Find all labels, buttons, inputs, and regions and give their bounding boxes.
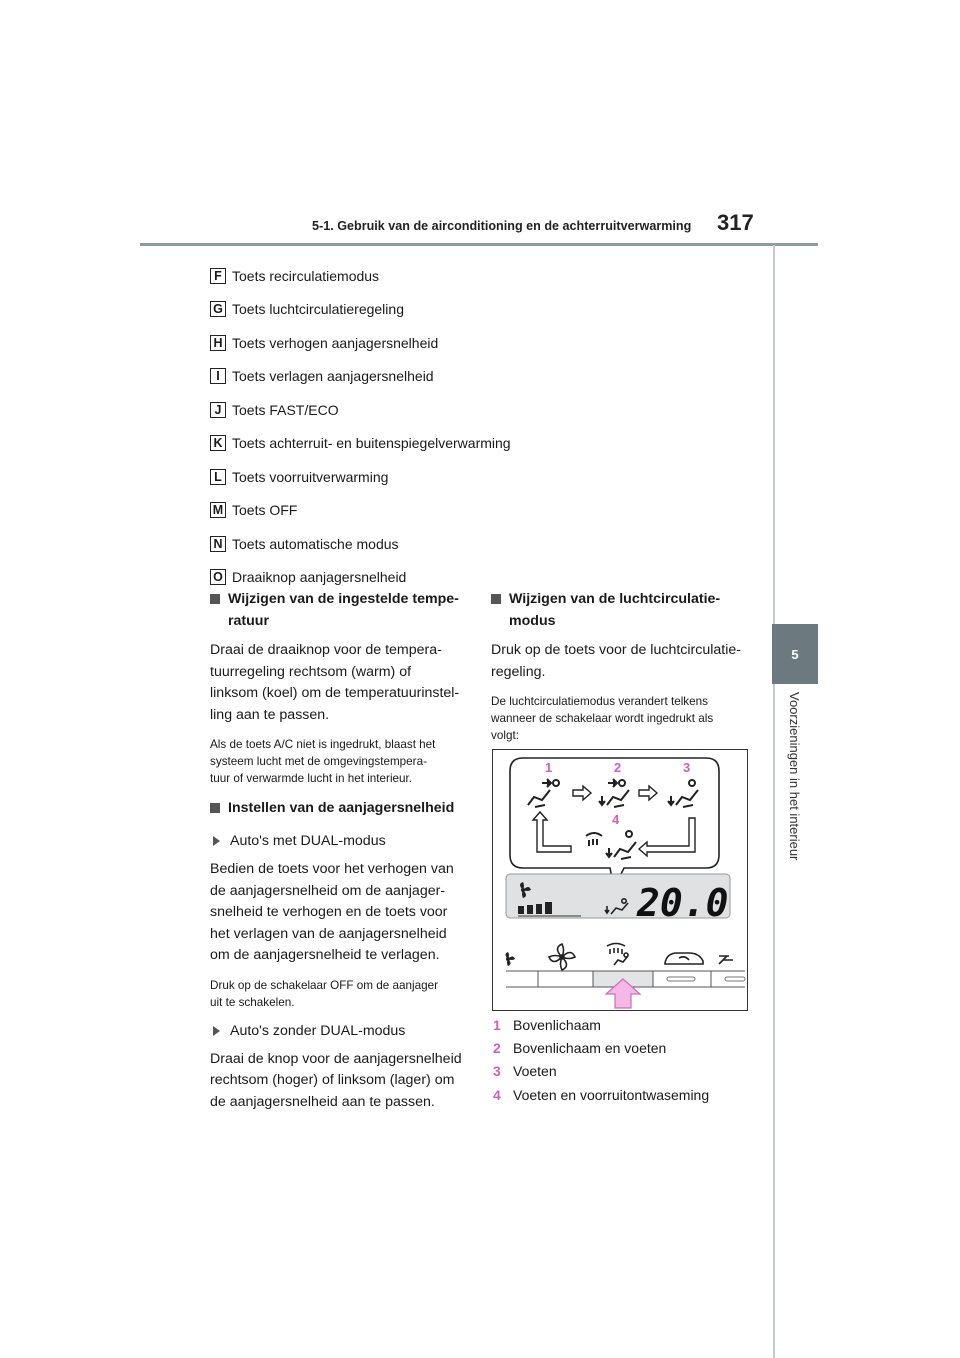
section-marker-icon — [491, 594, 501, 604]
legend-item — [493, 1083, 709, 1106]
key-label: Toets luchtcirculatieregeling — [232, 301, 404, 318]
off-note: Druk op de schakelaar OFF om de aanjager uit te schakelen. — [210, 978, 439, 1009]
chapter-title: Voorzieningen in het interieur — [787, 692, 803, 861]
legend-item — [493, 1060, 709, 1083]
key-label: Toets achterruit- en buitenspiegelverwarming — [232, 435, 511, 452]
bullet-label: Auto's zonder DUAL-modus — [230, 1022, 406, 1039]
legend-label: Voeten — [513, 1063, 557, 1080]
airflow-mode-figure — [492, 749, 748, 1011]
section-title: 5-1. Gebruik van de airconditioning en de achterruitverwarming — [312, 219, 692, 233]
right-column — [491, 588, 753, 754]
bullet-label: Auto's met DUAL-modus — [230, 833, 386, 849]
heading-line: Wijzigen van de luchtcirculatie- — [509, 591, 721, 607]
bullet-triangle-icon — [213, 1026, 220, 1036]
legend-item — [493, 1036, 709, 1059]
key-item — [210, 259, 511, 293]
legend-number: 3 — [493, 1063, 501, 1080]
legend-number: 4 — [493, 1086, 501, 1103]
legend-number: 2 — [493, 1039, 501, 1056]
key-item — [210, 427, 511, 461]
key-label: Toets FAST/ECO — [232, 401, 339, 418]
bullet-triangle-icon — [213, 836, 220, 846]
key-letter-badge: N — [210, 536, 226, 552]
left-column — [210, 588, 472, 1123]
key-item — [210, 360, 511, 394]
heading-line: ratuur — [228, 613, 269, 629]
key-label: Toets verlagen aanjagersnelheid — [232, 368, 434, 385]
mode-label-4: 4 — [612, 812, 620, 827]
key-letter-badge: F — [210, 268, 226, 284]
legend-item — [493, 1013, 709, 1036]
key-label: Toets OFF — [232, 502, 298, 519]
mode-legend — [493, 1013, 709, 1106]
header-divider — [140, 243, 818, 246]
section-marker-icon — [210, 594, 220, 604]
circulation-heading — [491, 588, 753, 632]
key-label: Draaiknop aanjagersnelheid — [232, 569, 407, 586]
key-letter-badge: I — [210, 368, 226, 384]
button-indicator — [667, 977, 695, 981]
mode-label-3: 3 — [683, 760, 691, 775]
key-item — [210, 527, 511, 561]
key-letter-badge: H — [210, 335, 226, 351]
legend-label: Bovenlichaam — [513, 1016, 601, 1033]
fan-icon — [506, 952, 516, 966]
key-label: Toets voorruitverwarming — [232, 468, 389, 485]
outside-air-icon — [719, 956, 733, 964]
key-label: Toets automatische modus — [232, 535, 399, 552]
key-item — [210, 494, 511, 528]
key-label: Toets verhogen aanjagersnelheid — [232, 334, 439, 351]
key-letter-badge: G — [210, 301, 226, 317]
recirculation-icon — [665, 953, 703, 964]
section-marker-icon — [210, 803, 220, 813]
key-letter-badge: K — [210, 435, 226, 451]
heading-line: Wijzigen van de ingestelde tempe- — [228, 591, 459, 607]
key-label: Toets recirculatiemodus — [232, 267, 380, 284]
temperature-heading — [210, 588, 472, 632]
climate-panel-illustration — [493, 750, 747, 1010]
fan-icon — [549, 944, 575, 970]
rear-defog-icon — [607, 944, 628, 966]
heading-line: modus — [509, 613, 556, 629]
no-dual-mode-bullet — [210, 1021, 472, 1041]
key-list — [210, 259, 511, 594]
no-dual-mode-body: Draai de knop voor de aanjagersnelheid rechtsom (hoger) of linksom (lager) om de aanjagersnelheid aan te passen. — [210, 1050, 462, 1110]
key-item — [210, 460, 511, 494]
key-item — [210, 393, 511, 427]
key-letter-badge: O — [210, 569, 226, 585]
circulation-body: Druk op de toets voor de luchtcirculatie- regeling. — [491, 642, 741, 680]
temperature-body: Draai de draaiknop voor de tempera- tuurregeling rechtsom (warm) of linksom (koel) om de temperatuurinstel- ling aan te passen. — [210, 642, 460, 723]
temperature-readout: 20.0 — [637, 881, 729, 925]
key-item — [210, 326, 511, 360]
dual-mode-body: Bedien de toets voor het verhogen van de aanjagersnelheid om de aanjager- snelheid te verhogen en de toets voor het verlagen van de aanjagersnelheid om de aanjagersnelheid te verlagen. — [210, 861, 454, 963]
mode-label-2: 2 — [614, 760, 622, 775]
chapter-tab: 5 — [772, 624, 818, 684]
dual-mode-bullet — [210, 831, 472, 851]
key-letter-badge: J — [210, 402, 226, 418]
key-letter-badge: L — [210, 469, 226, 485]
circulation-note: De luchtcirculatiemodus verandert telkens wanneer de schakelaar wordt ingedrukt als volgt: — [491, 695, 714, 742]
button-indicator — [725, 977, 745, 981]
legend-label: Bovenlichaam en voeten — [513, 1039, 667, 1056]
legend-number: 1 — [493, 1016, 501, 1033]
key-item — [210, 293, 511, 327]
fan-speed-heading — [210, 797, 472, 819]
side-divider — [773, 245, 775, 1358]
temperature-note: Als de toets A/C niet is ingedrukt, blaast het systeem lucht met de omgevingstempera- tuur of verwarmde lucht in het interieur. — [210, 738, 436, 785]
key-letter-badge: M — [210, 502, 226, 518]
page-number: 317 — [717, 210, 754, 235]
legend-label: Voeten en voorruitontwaseming — [513, 1086, 710, 1103]
heading-line: Instellen van de aanjagersnelheid — [228, 800, 455, 816]
mode-label-1: 1 — [545, 760, 553, 775]
